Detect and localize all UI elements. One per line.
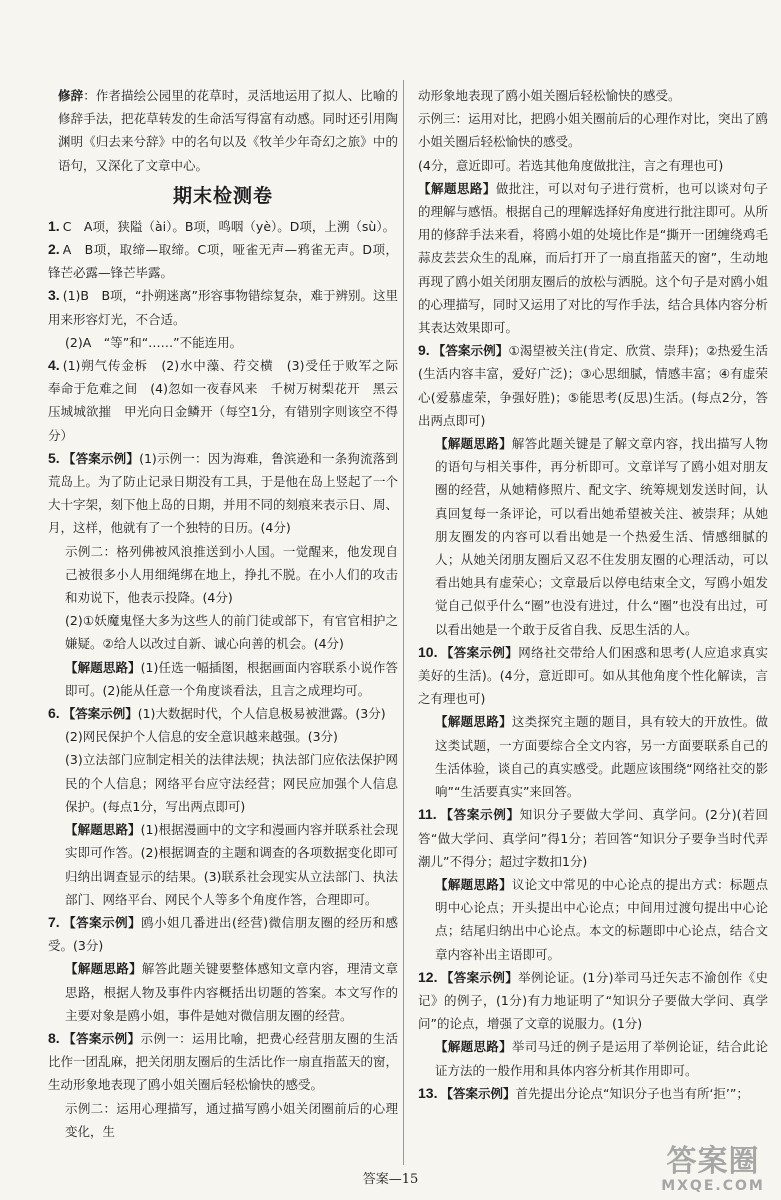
answer-text: C A项，狭隘（ài）。B项，鸣咽（yè）。D项，上溯（sù）。: [62, 218, 396, 234]
right-answer-list: [418, 339, 768, 1105]
answer-item: [48, 447, 398, 540]
item-number: 2.: [48, 241, 60, 258]
answer-text: 鸥小姐几番进出(经营)微信朋友圈的经历和感受。(3分): [48, 914, 398, 954]
answer-label: 【答案示例】: [439, 807, 520, 823]
continuation-text: (4分，意近即可。若选其他角度做批注，言之有理也可): [418, 157, 724, 173]
tip-label: 【解题思路】: [435, 876, 512, 892]
tip-label: 【解题思路】: [435, 436, 512, 452]
answer-text: 首先提出分论点“知识分子也当有所‘拒’”；: [515, 1085, 749, 1101]
item-number: 5.: [48, 449, 60, 466]
answer-text: 示例二：运用心理描写，通过描写鸥小姐关闭圈前后的心理变化，生: [65, 1100, 398, 1139]
tip-label: 【解题思路】: [435, 714, 512, 730]
answer-label: 【答案示例】: [62, 1030, 141, 1046]
answer-text: (1)朔气传金柝 (2)水中藻、荇交横 (3)受任于败军之际 奉命于危难之间 (4)忽如一夜春风来 千树万树梨花开 黑云压城城欲摧 甲光向日金鳞开（每空1分，有错别字则该空不得分）: [48, 358, 411, 443]
tip-text: (1)根据漫画中的文字和漫画内容并联系社会现实即可作答。(2)根据调查的主题和调查的各项数据变化即可归纳出调查显示的结果。(3)联系社会现实从立法部门、执法部门、网络平台、网民个人等多个角度作答，合理即可。: [65, 822, 398, 907]
answer-text: 示例二：格列佛被风浪推送到小人国。一觉醒来，他发现自己被很多小人用细绳绑在地上，挣扎不脱。在小人们的攻击和劝说下，他表示投降。(4分): [65, 543, 398, 606]
solution-tip: [418, 873, 768, 966]
tip-text: 解答此题关键要整体感知文章内容，理清文章思路，根据人物及事件内容概括出切题的答案。本文写作的主要对象是鸥小姐，事件是她对微信朋友圈的经营。: [65, 961, 398, 1023]
item-number: 11.: [418, 806, 437, 823]
tip-text: 解答此题关键是了解文章内容，找出描写人物的语句与相关事件，再分析即可。文章详写了鸥小姐对朋友圈的经营，从她精修照片、配文字、统筹规划发送时间，认真回复每一条评论，可以看出她希望被关注、被崇拜；从她朋友圈发的内容可以看出她是一个热爱生活、情感细腻的人；从她关闭朋友圈后又忍不住发朋友圈的心理活动，可以看出她具有虚荣心；文章最后以停电结束全文，写鸥小姐发觉自己似乎什么“圈”也没有进过，什么“圈”也没有出过，可以看出她是一个敢于反省自我、反思生活的人。: [435, 436, 768, 637]
answer-text: (1)大数据时代，个人信息极易被泄露。(3分): [137, 706, 386, 722]
right-column: [418, 84, 768, 1164]
answer-text: (2)网民保护个人信息的安全意识越来越强。(3分): [65, 729, 338, 745]
tip-label: 【解题思路】: [435, 1039, 512, 1055]
answer-item: [48, 238, 398, 284]
tip-text: 举司马迁的例子是运用了举例论证，结合此论证方法的一般作用和具体内容分析其作用即可。: [435, 1039, 768, 1078]
answer-text: (2)A “等”和“……”不能连用。: [65, 334, 243, 350]
continuation-text: 示例三：运用对比，把鸥小姐关圈前后的心理作对比，突出了鸥小姐关圈后轻松愉快的感受。: [418, 111, 769, 150]
column-divider: [403, 80, 404, 1165]
continued-answer-8: [418, 84, 768, 177]
answer-item: [418, 641, 768, 711]
item-number: 1.: [48, 217, 60, 234]
answer-item: [48, 1027, 398, 1097]
tip-text: 这类探究主题的题目，具有较大的开放性。做这类试题，一方面要综合全文内容，另一方面要联系自己的生活体验，谈自己的真实感受。此题应该围绕“网络社交的影响”“生活要真实”来回答。: [435, 714, 768, 800]
answer-item: [48, 215, 398, 238]
answer-text: A B项，取缔—取缔。C项，哑雀无声—鸦雀无声。D项，锋芒必露—锋芒毕露。: [48, 242, 398, 281]
item-number: 9.: [418, 342, 430, 359]
answer-label: 【答案示例】: [440, 644, 519, 660]
tip-label: 【解题思路】: [65, 961, 142, 977]
solution-tip: [418, 432, 768, 641]
left-answer-list: [48, 215, 411, 1143]
tip-label: 【解题思路】: [65, 822, 141, 838]
answer-label: 【答案示例】: [62, 450, 140, 466]
item-number: 8.: [48, 1029, 60, 1046]
solution-tip: [48, 818, 398, 911]
answer-item: [48, 702, 398, 725]
answer-label: 【答案示例】: [440, 1085, 516, 1101]
item-number: 13.: [418, 1084, 438, 1101]
answer-label: 【答案示例】: [62, 706, 138, 722]
intro-text: ：作者描绘公园里的花草时，灵活地运用了拟人、比喻的修辞手法，把花草转发的生命活写得富有动感。同时还引用陶渊明《归去来兮辞》中的名句以及《牧羊少年奇幻之旅》中的语句，又深化了文章中心。: [58, 88, 398, 173]
watermark-logo-text: 答案圈: [666, 1144, 760, 1179]
tip-label: 【解题思路】: [418, 180, 496, 196]
solution-tip: [48, 957, 398, 1027]
tip-text: (1)任选一幅插图，根据画面内容联系小说作答即可。(2)能从任意一个角度谈看法，且言之成理均可。: [65, 659, 398, 698]
answer-text: (1)B B项，“扑朔迷离”形容事物错综复杂，难于辨别。这里用来形容灯光，不合适。: [48, 288, 398, 327]
site-watermark: [653, 1146, 773, 1196]
watermark-url-text: MXQE.COM: [661, 1178, 765, 1194]
tip-text: 做批注，可以对句子进行赏析，也可以谈对句子的理解与感悟。根据自己的理解选择好角度进行批注即可。从所用的修辞手法来看，将鸥小姐的处境比作是“撕开一团缠绕鸡毛蒜皮芸芸众生的乱麻，而后打开了一扇直指蓝天的窗”，生动地再现了鸥小姐关闭朋友圈后的放松与洒脱。这个句子是对鸥小姐的心理描写，同时又运用了对比的写作手法，结合具体内容分析其表达效果即可。: [418, 180, 769, 336]
answer-item: [418, 803, 768, 873]
solution-tip: [418, 710, 768, 803]
solution-tip: [48, 656, 398, 702]
answer-text: 示例一：运用比喻，把费心经营朋友圈的生活比作一团乱麻，把关闭朋友圈后的生活比作一扇直指蓝天的窗，生动形象地表现了鸥小姐关圈后轻松愉快的感受。: [48, 1030, 399, 1093]
intro-label: 修辞: [58, 88, 84, 103]
intro-paragraph: [48, 84, 398, 177]
answer-label: 【答案示例】: [432, 343, 509, 359]
answer-text: (3)立法部门应制定相关的法律法规；执法部门应依法保护网民的个人信息；网络平台应守法经营；网民应加强个人信息保护。(每点1分，写出两点即可): [65, 752, 398, 814]
answer-label: 【答案示例】: [440, 969, 519, 985]
item-number: 12.: [418, 968, 438, 985]
answer-item: [418, 339, 768, 432]
answer-text: 举例论证。(1分)举司马迁矢志不渝创作《史记》的例子，(1分)有力地证明了“知识分子要做大学问、真学问”的论点，增强了文章的说服力。(1分): [418, 969, 768, 1032]
answer-text: ①渴望被关注(肯定、欣赏、崇拜)；②热爱生活(生活内容丰富，爱好广泛)；③心思细腻，情感丰富；④有虚荣心(爱慕虚荣，争强好胜)；⑤能思考(反思)生活。(每点2分，答出两点即可): [418, 343, 768, 428]
item-number: 4.: [48, 357, 60, 374]
item-number: 6.: [48, 705, 60, 722]
answer-item: [48, 284, 398, 330]
answer-label: 【答案示例】: [62, 914, 142, 930]
solution-tip: [418, 1035, 768, 1081]
item-number: 10.: [418, 643, 438, 660]
answer-item: [48, 911, 398, 957]
answer-item: [48, 354, 411, 447]
section-title: 期末检测卷: [172, 184, 273, 207]
continuation-text: 动形象地表现了鸥小姐关圈后轻松愉快的感受。: [418, 88, 681, 103]
answer-text: 网络社交带给人们困惑和思考(人应追求真实美好的生活)。(4分，意近即可。如从其他角度个性化解读，言之有理也可): [418, 644, 768, 707]
answer-8-tip: [418, 177, 768, 339]
item-number: 3.: [48, 287, 60, 304]
page-footer: 答案—15: [362, 1172, 419, 1187]
item-number: 7.: [48, 913, 60, 930]
answer-text: (2)①妖魔鬼怪大多为这些人的前门徒或部下，有官官相护之嫌疑。②给人以改过自新、诚心向善的机会。(4分): [65, 613, 398, 652]
tip-label: 【解题思路】: [65, 659, 141, 675]
answer-text: 知识分子要做大学问、真学问。(2分)(若回答“做大学问、真学问”得1分；若回答“知识分子要争当时代弄潮儿”不得分；超过字数扣1分): [418, 807, 768, 869]
answer-text: (1)示例一：因为海难，鲁滨逊和一条狗流落到荒岛上。为了防止记录日期没有工具，于是他在岛上竖起了一个大十字架，刻下他上岛的日期，并用不同的刻痕来表示日、周、月，这样，他就有了一个独特的日历。(4分): [48, 450, 399, 536]
left-column: [48, 84, 411, 1164]
answer-item: [418, 1082, 768, 1105]
answer-item: [418, 966, 768, 1036]
tip-text: 议论文中常见的中心论点的提出方式：标题点明中心论点；开头提出中心论点；中间用过渡句提出中心论点；结尾归纳出中心论点。本文的标题即中心论点，结合文章内容补出主语即可。: [435, 876, 768, 962]
